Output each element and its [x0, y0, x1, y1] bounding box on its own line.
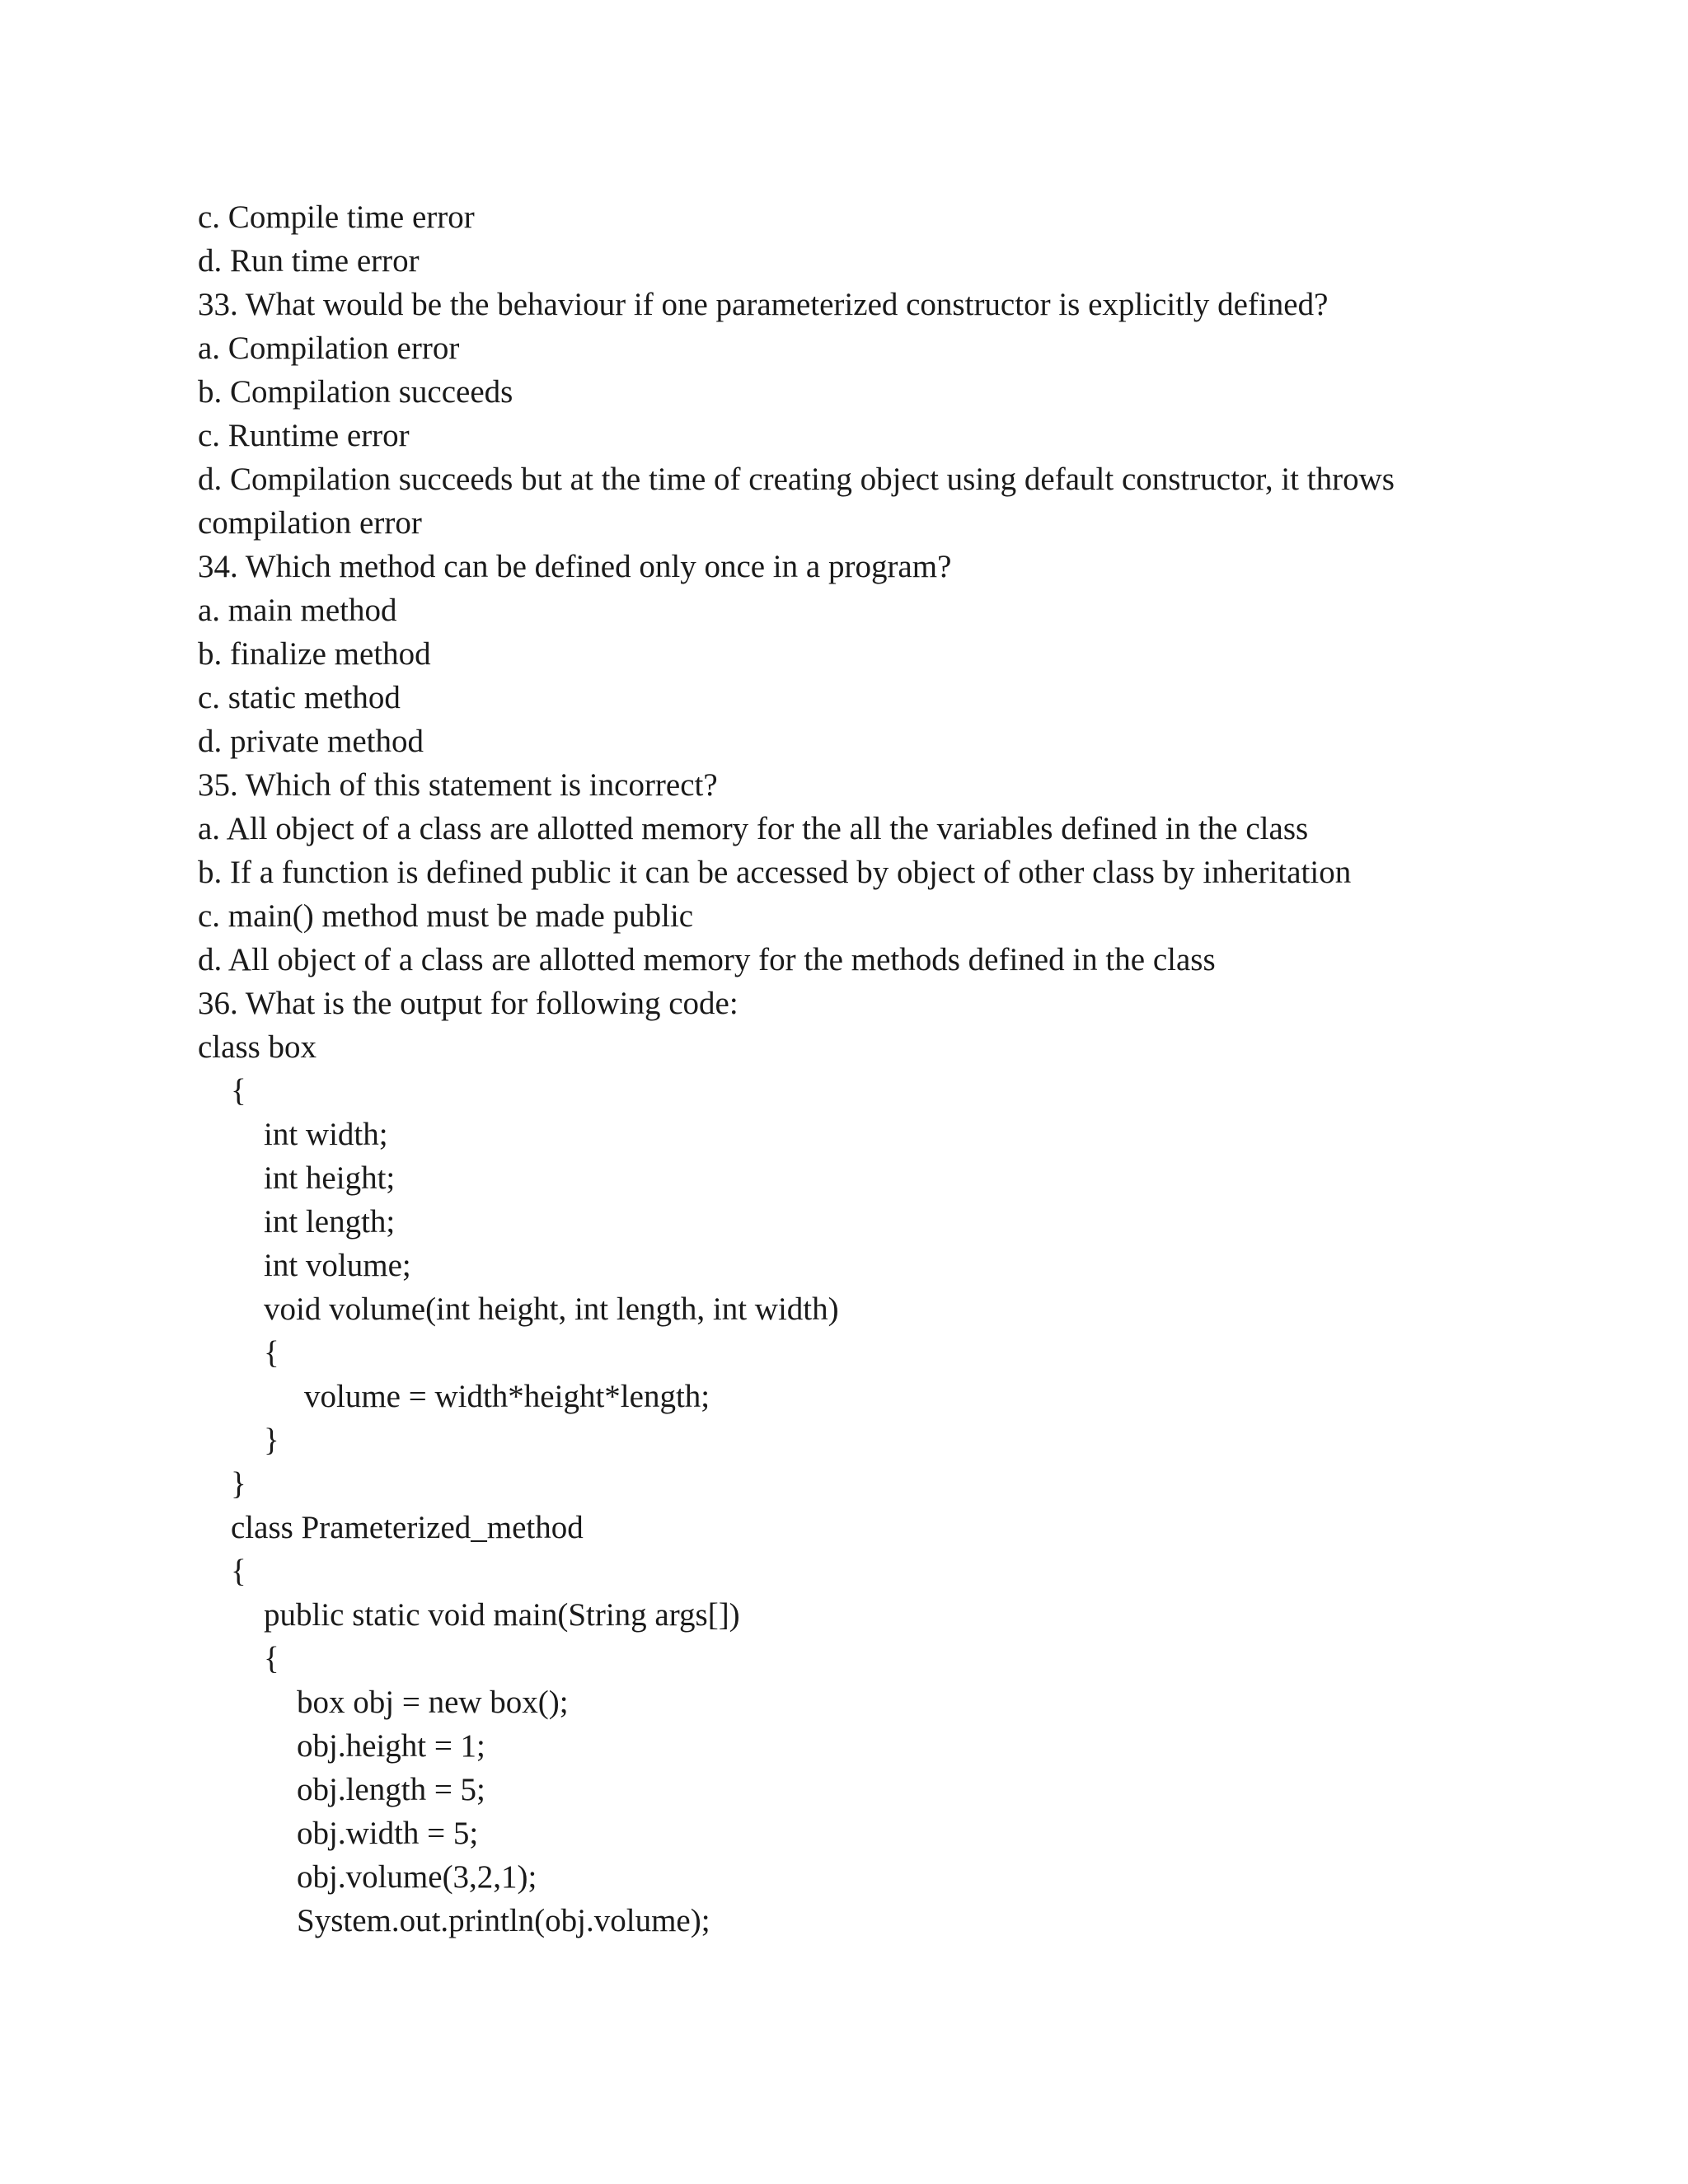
q33-option-a: a. Compilation error — [198, 330, 460, 366]
code-line: class Prameterized_method — [231, 1510, 584, 1545]
q34-option-c: c. static method — [198, 680, 401, 715]
code-line: int length; — [264, 1204, 396, 1240]
code-line: int height; — [264, 1160, 396, 1196]
code-line: int volume; — [264, 1248, 411, 1283]
q33-option-d-line2: compilation error — [198, 505, 422, 541]
q34-option-b: b. finalize method — [198, 636, 431, 672]
code-line: int width; — [264, 1117, 388, 1152]
q35-option-b: b. If a function is defined public it can be accessed by object of other class by inheritation — [198, 855, 1352, 890]
code-line: obj.volume(3,2,1); — [297, 1859, 537, 1895]
code-line: { — [264, 1335, 279, 1371]
code-line: } — [264, 1422, 279, 1458]
code-line: void volume(int height, int length, int width) — [264, 1291, 839, 1327]
q35-question: 35. Which of this statement is incorrect? — [198, 767, 718, 803]
code-line: { — [231, 1554, 246, 1589]
code-line: obj.length = 5; — [297, 1772, 485, 1807]
q36-question: 36. What is the output for following code: — [198, 986, 738, 1021]
code-line: box obj = new box(); — [297, 1685, 569, 1720]
code-line: { — [231, 1073, 246, 1108]
code-line: System.out.println(obj.volume); — [297, 1903, 710, 1938]
code-line: obj.width = 5; — [297, 1816, 479, 1851]
q35-option-d: d. All object of a class are allotted memory for the methods defined in the class — [198, 942, 1216, 977]
code-line: { — [264, 1641, 279, 1676]
q35-option-c: c. main() method must be made public — [198, 898, 694, 934]
code-line: class box — [198, 1029, 317, 1065]
code-line: volume = width*height*length; — [304, 1379, 710, 1414]
code-line: obj.height = 1; — [297, 1728, 485, 1764]
q34-option-d: d. private method — [198, 724, 424, 759]
q34-option-a: a. main method — [198, 593, 397, 628]
document-body — [198, 195, 1550, 1943]
q33-option-d-line1: d. Compilation succeeds but at the time of creating object using default constructor, it throws — [198, 462, 1395, 497]
q35-option-a: a. All object of a class are allotted memory for the all the variables defined in the class — [198, 811, 1309, 846]
q32-option-c: c. Compile time error — [198, 199, 475, 235]
q33-option-b: b. Compilation succeeds — [198, 374, 513, 410]
q34-question: 34. Which method can be defined only once in a program? — [198, 549, 952, 584]
q32-option-d: d. Run time error — [198, 243, 420, 279]
q33-question: 33. What would be the behaviour if one parameterized constructor is explicitly defined? — [198, 287, 1329, 322]
code-line: public static void main(String args[]) — [264, 1597, 740, 1633]
q33-option-c: c. Runtime error — [198, 418, 410, 453]
code-line: } — [231, 1466, 246, 1502]
